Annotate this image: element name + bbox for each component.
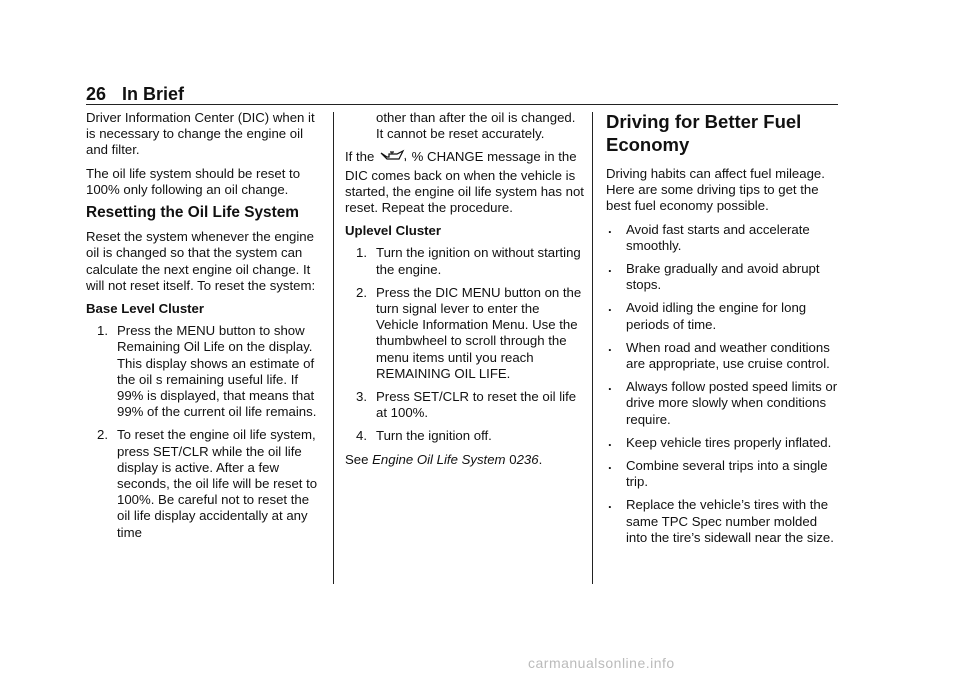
tip-text: Replace the vehicle’s tires with the same TPC Spec number molded into the tire’s sidewall near the size.: [626, 497, 834, 545]
step-number: 1.: [97, 323, 108, 339]
see-prefix: See: [345, 451, 369, 467]
step-item: [345, 389, 585, 421]
header-rule: [86, 104, 838, 105]
continued-step-text: other than after the oil is changed. It cannot be reset accurately.: [376, 110, 576, 142]
if-prefix: If the: [345, 149, 375, 165]
reset-paragraph: Reset the system whenever the engine oil is changed so that the system can calculate the next engine oil change. It will not reset itself. To reset the system:: [86, 229, 316, 293]
fuel-tips-list: [606, 222, 838, 546]
step-item: [86, 427, 324, 540]
step-number: 2.: [356, 284, 367, 300]
list-item: [606, 458, 838, 490]
column-divider-2: [592, 112, 593, 584]
step-number: 2.: [97, 427, 108, 443]
list-item: [606, 261, 838, 293]
list-item: [606, 300, 838, 332]
step-text: To reset the engine oil life system, press SET/CLR while the oil life display is active. After a few seconds, the oil life will be reset to 100%. Be careful not to reset the oil life display accidentally at any time: [117, 427, 318, 540]
change-message-paragraph: [345, 149, 585, 216]
see-end: .: [538, 451, 543, 467]
bullet-marker: .: [608, 457, 612, 473]
step-text: Press the DIC MENU button on the turn signal lever to enter the Vehicle Information Menu. Use the thumbwheel to scroll through the menu items until you reach REMAINING OIL LIFE.: [376, 284, 582, 381]
bullet-marker: .: [608, 378, 612, 394]
oil-can-icon: [378, 149, 408, 167]
step-text: Turn the ignition on without starting the engine.: [376, 245, 581, 277]
bullet-marker: .: [608, 433, 612, 449]
step-text: Turn the ignition off.: [376, 428, 492, 444]
step-text: Press the MENU button to show Remaining Oil Life on the display. This display shows an estimate of the oil s remaining useful life. If 99% is displayed, that means that 99% of the current oil life remains.: [117, 323, 317, 420]
see-reference-link[interactable]: Engine Oil Life System: [372, 451, 506, 467]
if-suffix: % CHANGE message in the DIC comes back on when the vehicle is started, the engine oil life system has not reset. Repeat the procedure.: [345, 149, 584, 216]
column-3: [606, 110, 838, 553]
intro-paragraph-2: The oil life system should be reset to 100% only following an oil change.: [86, 165, 301, 197]
list-item: [606, 497, 838, 546]
column-1: [86, 110, 324, 548]
column-divider-1: [333, 112, 334, 584]
column-2: [345, 110, 585, 475]
bullet-marker: .: [608, 260, 612, 276]
step-item: [345, 428, 585, 444]
list-item: [606, 435, 838, 451]
bullet-marker: .: [608, 299, 612, 315]
step-text: Press SET/CLR to reset the oil life at 100%.: [376, 389, 577, 421]
step-number: 4.: [356, 428, 367, 444]
step-number: 1.: [356, 245, 367, 261]
base-level-cluster-label: Base Level Cluster: [86, 301, 205, 317]
intro-paragraph-1: Driver Information Center (DIC) when it is necessary to change the engine oil and filter.: [86, 110, 315, 158]
bullet-marker: .: [608, 220, 612, 236]
see-page-number: 236: [516, 451, 539, 467]
bullet-marker: .: [608, 496, 612, 512]
list-item: [606, 379, 838, 428]
watermark: carmanualsonline.info: [528, 655, 675, 671]
tip-text: Brake gradually and avoid abrupt stops.: [626, 261, 820, 293]
step-item: [345, 245, 585, 277]
tip-text: Combine several trips into a single trip.: [626, 458, 828, 490]
step-item: [86, 323, 324, 420]
tip-text: Avoid idling the engine for long periods of time.: [626, 300, 807, 332]
see-reference: [345, 452, 585, 468]
tip-text: Avoid fast starts and accelerate smoothly.: [626, 221, 810, 253]
tip-text: When road and weather conditions are appropriate, use cruise control.: [626, 339, 830, 372]
page-ref-symbol: 0: [509, 451, 517, 467]
page-header: [86, 84, 184, 105]
section-title: In Brief: [122, 84, 185, 104]
list-item: [606, 222, 838, 254]
tip-text: Always follow posted speed limits or drive more slowly when conditions require.: [626, 379, 838, 427]
fuel-intro-paragraph: Driving habits can affect fuel mileage. Here are some driving tips to get the best fuel economy possible.: [606, 166, 825, 214]
section-heading-fuel-economy: Driving for Better Fuel Economy: [606, 111, 802, 155]
bullet-marker: .: [608, 338, 612, 354]
base-level-steps: [86, 323, 324, 541]
step-number: 3.: [356, 389, 367, 405]
uplevel-cluster-label: Uplevel Cluster: [345, 223, 442, 239]
tip-text: Keep vehicle tires properly inflated.: [626, 434, 832, 450]
list-item: [606, 340, 838, 372]
section-heading-reset-oil: Resetting the Oil Life System: [86, 204, 299, 222]
step-item: [345, 285, 585, 382]
uplevel-steps: [345, 245, 585, 444]
page-number: 26: [86, 84, 107, 104]
